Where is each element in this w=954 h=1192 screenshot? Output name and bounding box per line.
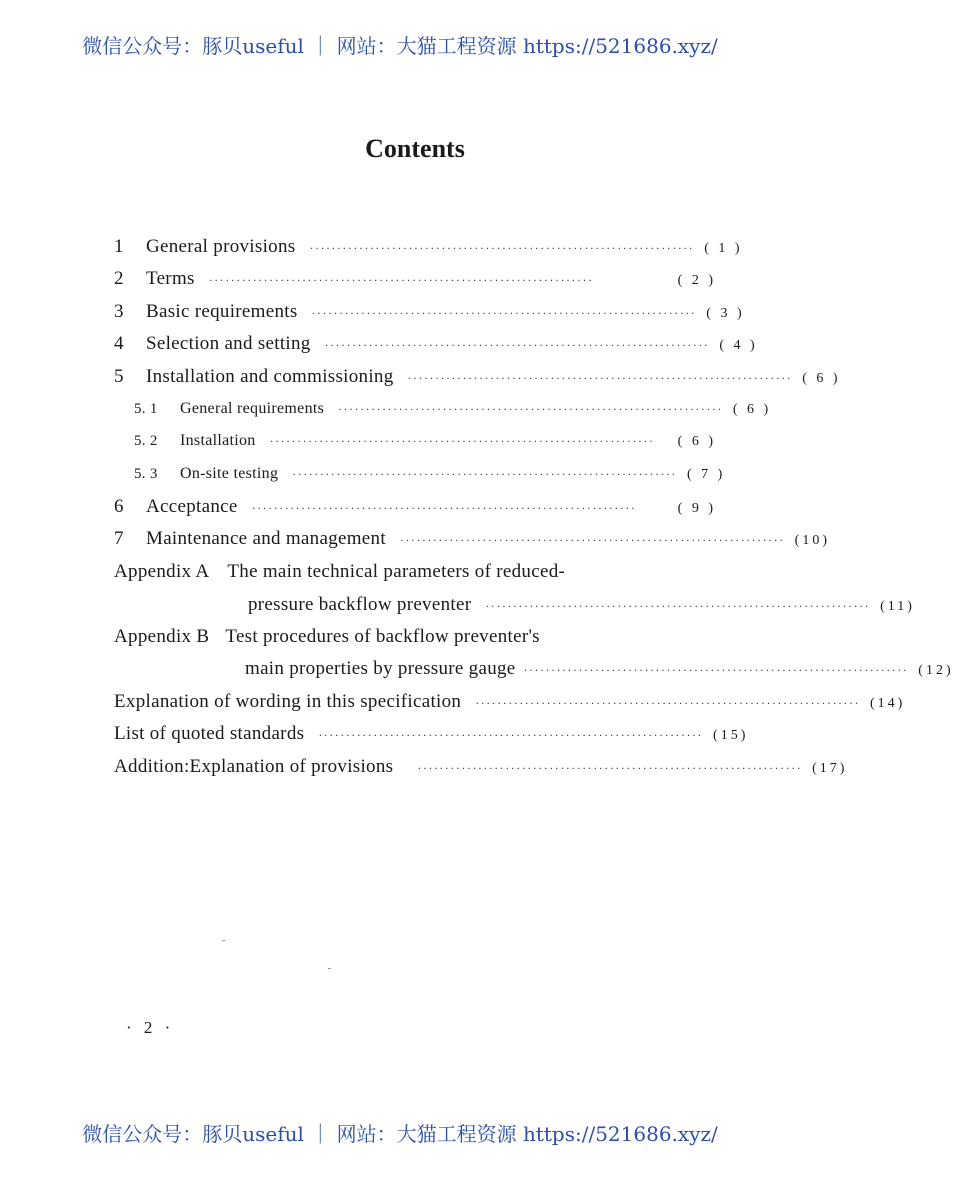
toc-number: 2 (114, 268, 124, 289)
toc-number: 4 (114, 333, 124, 354)
leader-dots: ······································································ (324, 338, 710, 352)
toc-label: Selection and setting (146, 333, 311, 354)
watermark-header: 微信公众号：豚贝useful ｜ 网站：大猫工程资源 https://521686.xyz/ (82, 34, 718, 58)
appendix-title-line1: The main technical parameters of reduced- (227, 561, 566, 582)
toc-label: Explanation of wording in this specification (114, 691, 462, 712)
appendix-b-entry[interactable] (245, 658, 954, 686)
scan-speck (222, 940, 225, 941)
toc-page: ( 6 ) (732, 402, 772, 417)
toc-page: (12) (918, 663, 954, 678)
toc-subentry[interactable] (134, 400, 772, 428)
toc-page: ( 7 ) (687, 467, 726, 482)
toc-page: (17) (812, 761, 848, 776)
appendix-title-line1: Test procedures of backflow preventer's (225, 626, 540, 647)
leader-dots: ······································································ (399, 533, 785, 547)
toc-entry[interactable] (114, 528, 830, 556)
toc-number: 5. 3 (134, 466, 158, 482)
toc-entry[interactable] (114, 496, 716, 524)
leader-dots: ······································································ (311, 306, 697, 320)
toc-entry[interactable] (114, 301, 745, 329)
appendix-b-heading[interactable] (114, 626, 540, 648)
appendix-label: Appendix A (114, 561, 210, 582)
toc-page: (10) (794, 533, 830, 548)
toc-page: (15) (713, 728, 749, 743)
toc-label: On-site testing (180, 465, 279, 482)
toc-label: Maintenance and management (146, 528, 386, 549)
toc-number: 5. 2 (134, 433, 158, 449)
toc-page: ( 6 ) (802, 371, 841, 386)
toc-page: ( 3 ) (706, 306, 745, 321)
toc-entry[interactable] (114, 366, 841, 394)
toc-page: (11) (880, 599, 915, 614)
leader-dots: ······································································ (523, 663, 909, 677)
toc-entry[interactable] (114, 333, 758, 361)
toc-number: 5 (114, 366, 124, 387)
toc-number: 3 (114, 301, 124, 322)
page-number: · 2 · (126, 1018, 175, 1037)
scan-speck (328, 968, 331, 969)
toc-entry[interactable] (114, 236, 743, 264)
appendix-a-heading[interactable] (114, 561, 565, 583)
toc-label: Installation (180, 432, 256, 449)
toc-subentry[interactable] (134, 432, 716, 460)
appendix-title-line2: main properties by pressure gauge (245, 658, 516, 679)
toc-number: 5. 1 (134, 401, 158, 417)
toc-label: List of quoted standards (114, 723, 305, 744)
toc-label: General provisions (146, 236, 296, 257)
watermark-footer: 微信公众号：豚贝useful ｜ 网站：大猫工程资源 https://521686.xyz/ (82, 1122, 718, 1146)
toc-label: Installation and commissioning (146, 366, 394, 387)
toc-label: Terms (146, 268, 195, 289)
toc-entry[interactable] (114, 268, 716, 296)
leader-dots: ······································································ (485, 599, 871, 613)
leader-dots: ······································································ (417, 761, 803, 775)
toc-page: ( 4 ) (719, 338, 758, 353)
leader-dots: ······································································ (309, 241, 695, 255)
page-title: Contents (365, 134, 465, 163)
toc-entry[interactable] (114, 723, 749, 751)
toc-label: General requirements (180, 400, 325, 417)
toc-number: 7 (114, 528, 124, 549)
toc-page: ( 6 ) (677, 434, 716, 449)
leader-dots: ······································································ (407, 371, 793, 385)
toc-entry[interactable] (114, 691, 906, 719)
toc-number: 6 (114, 496, 124, 517)
toc-page: ( 9 ) (677, 501, 716, 516)
toc-page: ( 1 ) (704, 241, 743, 256)
leader-dots: ······································································ (208, 273, 594, 287)
toc-label: Addition:Explanation of provisions (114, 756, 394, 777)
leader-dots: ······································································ (292, 467, 677, 481)
appendix-label: Appendix B (114, 626, 210, 647)
toc-label: Acceptance (146, 496, 238, 517)
appendix-a-entry[interactable] (248, 594, 915, 622)
toc-page: ( 2 ) (677, 273, 716, 288)
appendix-title-line2: pressure backflow preventer (248, 594, 472, 615)
leader-dots: ······································································ (269, 434, 655, 448)
leader-dots: ······································································ (475, 696, 860, 710)
leader-dots: ······································································ (318, 728, 704, 742)
toc-label: Basic requirements (146, 301, 298, 322)
toc-subentry[interactable] (134, 465, 726, 493)
toc-page: (14) (869, 696, 906, 711)
leader-dots: ······································································ (338, 402, 723, 416)
leader-dots: ······································································ (251, 501, 637, 515)
toc-entry[interactable] (114, 756, 848, 784)
toc-number: 1 (114, 236, 124, 257)
